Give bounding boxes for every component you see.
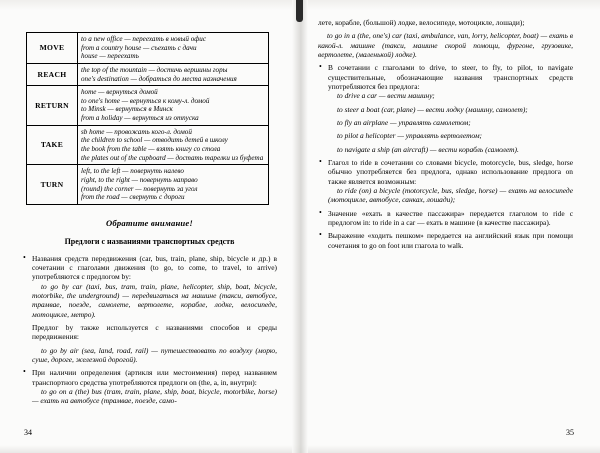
example-line: to go by air (sea, land, road, rail) — путешествовать по воздуху (морю, суше, дороге, железной дорогой).	[32, 345, 277, 365]
table-row	[27, 33, 269, 64]
list-item	[318, 158, 573, 205]
verb-take-examples: sb home — провожать кого-л. домой the children to school — отводить детей в школу the book from the table — взять книгу со стола the plates out of the cupboard — достать тарелки из буфета	[78, 125, 269, 165]
right-page-column	[318, 18, 573, 254]
section-heading: Предлоги с названиями транспортных средств	[64, 236, 235, 246]
right-bullet-list	[318, 63, 573, 250]
bullet-text: Выражение «ходить пешком» передается на английский язык при помощи сочетания to go on foot или глагола to walk.	[328, 231, 573, 250]
attention-heading: Обратите внимание!	[106, 217, 193, 228]
example-line: to go in a (the, one's) car (taxi, ambulance, van, lorry, helicopter, boat) — ехать в какой-л. машине (такси, машине скорой помощи, фургоне, грузовике, вертолете, (маленькой) лодке).	[318, 31, 573, 59]
page-number-right: 35	[566, 428, 574, 437]
example-line: to go by car (taxi, bus, tram, train, plane, helicopter, ship, boat, bicycle, motorbike, the underground) — передвигаться на машине (такси, автобусе, трамвае, поезде, самолете, вертолете, корабле, лодке, велосипеде, мотоцикле, метро).	[32, 281, 277, 319]
table-row	[27, 63, 269, 85]
example-line: to navigate a ship (an aircraft) — вести корабль (самолет).	[337, 144, 519, 154]
verb-move: MOVE	[27, 33, 78, 64]
left-page-column	[22, 18, 277, 410]
list-item	[318, 209, 573, 228]
list-item	[318, 231, 573, 250]
verb-prepositions-table	[26, 32, 269, 205]
example-line: to ride (on) a bicycle (motorcycle, bus, sledge, horse) — ехать на велосипеде (мотоцикле, автобусе, санках, лошади);	[328, 185, 573, 205]
table-row	[27, 165, 269, 205]
verb-reach-examples: the top of the mountain — достичь вершины горы one's destination — добраться до места назначения	[78, 63, 269, 85]
verb-take: TAKE	[27, 125, 78, 165]
list-item	[22, 368, 277, 405]
verb-return: RETURN	[27, 86, 78, 126]
bullet-text: В сочетании с глаголами to drive, to steer, to fly, to pilot, to navigate существительные, обозначающие названия транспортных средств употребляются без предлога:	[328, 63, 573, 91]
table-row	[27, 86, 269, 126]
bullet-text: Названия средств передвижения (car, bus, train, plane, ship, bicycle и др.) в сочетании с глаголами движения (to go, to come, to travel, to arrive) употребляются с предлогом by:	[32, 253, 277, 282]
verb-move-examples: to a new office — переехать в новый офис from a country house — съехать с дачи house — переехать	[78, 33, 269, 64]
book-gutter	[292, 0, 308, 453]
list-item	[318, 63, 573, 154]
example-line: to drive a car — вести машину;	[337, 91, 435, 101]
book-spine-shadow	[296, 0, 303, 22]
bullet-text: Значение «ехать в качестве пассажира» передается глаголом to ride с предлогом in: to ride in a car — ехать в машине (в качестве пассажира).	[328, 208, 573, 227]
note-line: Предлог by также используется с названиями способов и среды передвижения:	[32, 323, 277, 342]
table-row	[27, 125, 269, 165]
continuation-line: лете, корабле, (большой) лодке, велосипеде, мотоцикле, лошади);	[318, 18, 525, 27]
bullet-text: Глагол to ride в сочетании со словами bicycle, motorcycle, bus, sledge, horse обычно употребляется без предлога, однако использование предлога on также является возможным:	[328, 157, 573, 186]
page-number-left: 34	[24, 428, 32, 437]
verb-turn-examples: left, to the left — повернуть налево right, to the right — повернуть направо (round) the corner — повернуть за угол from the road — свернуть с дороги	[78, 165, 269, 205]
verb-turn: TURN	[27, 165, 78, 205]
left-bullet-list	[22, 254, 277, 406]
example-line: to go on a (the) bus (tram, train, plane, ship, boat, bicycle, motorbike, horse) — ехать на автобусе (трамвае, поезде, само-	[32, 387, 277, 406]
example-line: to fly an airplane — управлять самолетом;	[337, 117, 471, 127]
bullet-text: При наличии определения (артикля или местоимения) перед названием транспортного средства употребляются предлоги on (the, а, in, внутри):	[32, 368, 277, 387]
verb-return-examples: home — вернуться домой to one's home — вернуться к кому-л. домой to Minsk — вернуться в Минск from a holiday — вернуться из отпуска	[78, 86, 269, 126]
verb-reach: REACH	[27, 63, 78, 85]
example-line: to steer a boat (car, plane) — вести лодку (машину, самолет);	[337, 104, 528, 114]
example-line: to pilot a helicopter — управлять вертолетом;	[337, 131, 483, 141]
list-item	[22, 254, 277, 365]
